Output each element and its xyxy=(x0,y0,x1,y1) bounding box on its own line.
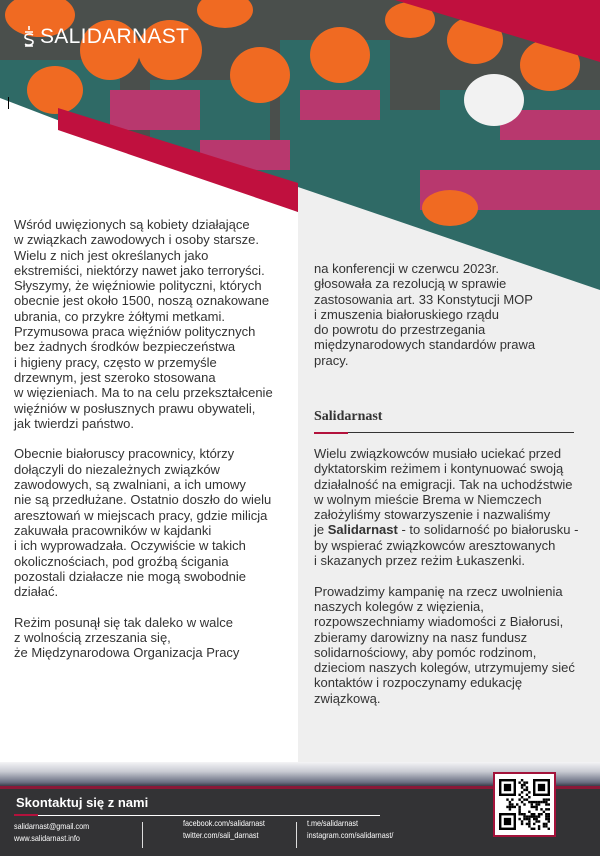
text-line: do powrotu do przestrzegania xyxy=(314,322,486,338)
text-line: Wśród uwięzionych są kobiety działające xyxy=(14,217,250,232)
text-line: zbieramy darowizny na nasz fundusz xyxy=(314,629,528,645)
text-line: pracy. xyxy=(314,352,349,368)
footer-rule xyxy=(14,815,380,816)
about-paragraph-2 xyxy=(314,584,578,706)
about-paragraph-1 xyxy=(314,446,578,568)
instagram-link[interactable]: instagram.com/salidarnast/ xyxy=(307,830,394,840)
text-line: rozpowszechniamy wiadomości z Białorusi, xyxy=(314,614,564,630)
paragraph xyxy=(14,446,273,599)
right-column-continuation xyxy=(314,261,535,383)
text-line: działać. xyxy=(14,584,59,600)
text-line: i zmuszenia białoruskiego rządu xyxy=(314,306,499,322)
text-line: na konferencji w czerwcu 2023r. xyxy=(314,261,499,276)
paragraph xyxy=(14,217,273,431)
text-line: Wielu związkowców musiało uciekać przed xyxy=(314,446,562,461)
text-line: Obecnie białoruscy pracownicy, którzy xyxy=(14,446,235,462)
text-line: więźniów w posłusznych prawu obywateli, xyxy=(14,400,256,416)
left-column xyxy=(14,217,273,676)
text-line: Reżim posunął się tak daleko w walce xyxy=(14,614,233,630)
text-line: okolicznościach, pod groźbą ścigania xyxy=(14,553,229,569)
text-line: ubrania, co przykre żółtymi metkami. xyxy=(14,308,225,324)
text-line: że Międzynarodowa Organizacja Pracy xyxy=(14,645,240,661)
qr-code-icon xyxy=(493,772,556,837)
text-line: obecnie jest około 1500, noszą oznakowane xyxy=(14,293,270,309)
text-line: zakuwała pracowników w kajdanki xyxy=(14,522,212,538)
text-je: je xyxy=(314,522,328,538)
text-line: ekstremiści, niektórzy nawet jako terroryści. xyxy=(14,262,265,278)
footer-social-col-1 xyxy=(183,817,265,841)
salidarnast-logo xyxy=(22,25,189,49)
heading-rule xyxy=(314,432,574,433)
text-line: i ich wyprowadzała. Oczywiście w takich xyxy=(14,538,246,554)
paragraph xyxy=(14,615,273,661)
text-line: Słyszymy, że więźniowie polityczni, których xyxy=(14,278,262,294)
text-line: związkową. xyxy=(314,690,381,706)
text-line: zawodowych, są zwalniani, a ich umowy xyxy=(14,477,246,493)
logo-mark-icon xyxy=(22,25,36,49)
bold-salidarnast: Salidarnast xyxy=(327,522,398,538)
text-line: drzewnym, jest szeroko stosowana xyxy=(14,369,216,385)
footer-social-col-2 xyxy=(307,817,393,841)
text-line: dołączyli do niezależnych związków xyxy=(14,461,220,477)
text-line: głosowała za rezolucją w sprawie xyxy=(314,276,507,292)
right-column-about xyxy=(314,446,578,721)
text-line: bez żadnych środków bezpieczeństwa xyxy=(14,339,236,355)
text-line xyxy=(314,522,578,537)
section-heading: Salidarnast xyxy=(314,409,383,424)
footer-contact-col xyxy=(14,820,89,844)
text-line: solidarnościowy, aby pomóc rodzinom, xyxy=(314,644,537,660)
text-line: Przymusowa praca więźniów politycznych xyxy=(14,324,256,340)
text-line: naszych kolegów z więzienia, xyxy=(314,598,484,614)
text-cursor xyxy=(8,97,9,109)
paragraph xyxy=(314,261,535,368)
top-right-red xyxy=(395,0,600,62)
telegram-link[interactable]: t.me/salidarnast xyxy=(307,818,358,828)
text-line: Prowadzimy kampanię na rzecz uwolnienia xyxy=(314,583,563,599)
logo-text: SALIDARNAST xyxy=(40,25,190,48)
text-after-bold: - to solidarność po białorusku - xyxy=(397,522,579,538)
text-line: w wolnym mieście Brema w Niemczech xyxy=(314,491,542,507)
text-line: z wolnością zrzeszania się, xyxy=(14,630,171,646)
email-link[interactable]: salidarnast@gmail.com xyxy=(14,821,90,831)
text-line: międzynarodowych standardów prawa xyxy=(314,337,536,353)
text-line: i skazanych przez reżim Łukaszenki. xyxy=(314,553,525,569)
text-line: by wspierać związkowców aresztowanych xyxy=(314,537,556,553)
text-line: nie są przedłużane. Ostatnio doszło do wielu xyxy=(14,492,272,508)
text-line: i higieny pracy, często w przemyśle xyxy=(14,354,217,370)
text-line: w związkach zawodowych i osoby starsze. xyxy=(14,232,259,248)
website-link[interactable]: www.salidarnast.info xyxy=(14,833,80,843)
text-line: założyliśmy stowarzyszenie i nazwaliśmy xyxy=(314,507,551,523)
text-line: dyktatorskim reżimem i kontynuować swoją xyxy=(314,461,564,477)
facebook-link[interactable]: facebook.com/salidarnast xyxy=(183,818,265,828)
text-line: działalność na emigracji. Tak na uchodźstwie xyxy=(314,476,573,492)
text-line: w więzieniach. Ma to na celu przekształcenie xyxy=(14,385,273,401)
twitter-link[interactable]: twitter.com/sali_darnast xyxy=(183,830,259,840)
text-line: dzieciom naszych kolegów, utrzymujemy sieć xyxy=(314,660,575,676)
text-line: zastosowania art. 33 Konstytucji MOP xyxy=(314,291,533,307)
footer-title: Skontaktuj się z nami xyxy=(16,795,149,810)
text-line: jak twierdzi państwo. xyxy=(14,415,134,431)
text-line: aresztowań w miejscach pracy, gdzie milicja xyxy=(14,507,268,523)
text-line: pozostali działacze nie mogą swobodnie xyxy=(14,568,246,584)
text-line: kontaktów i rozpoczynamy edukację xyxy=(314,675,523,691)
text-line: Wielu z nich jest określanych jako xyxy=(14,247,209,263)
